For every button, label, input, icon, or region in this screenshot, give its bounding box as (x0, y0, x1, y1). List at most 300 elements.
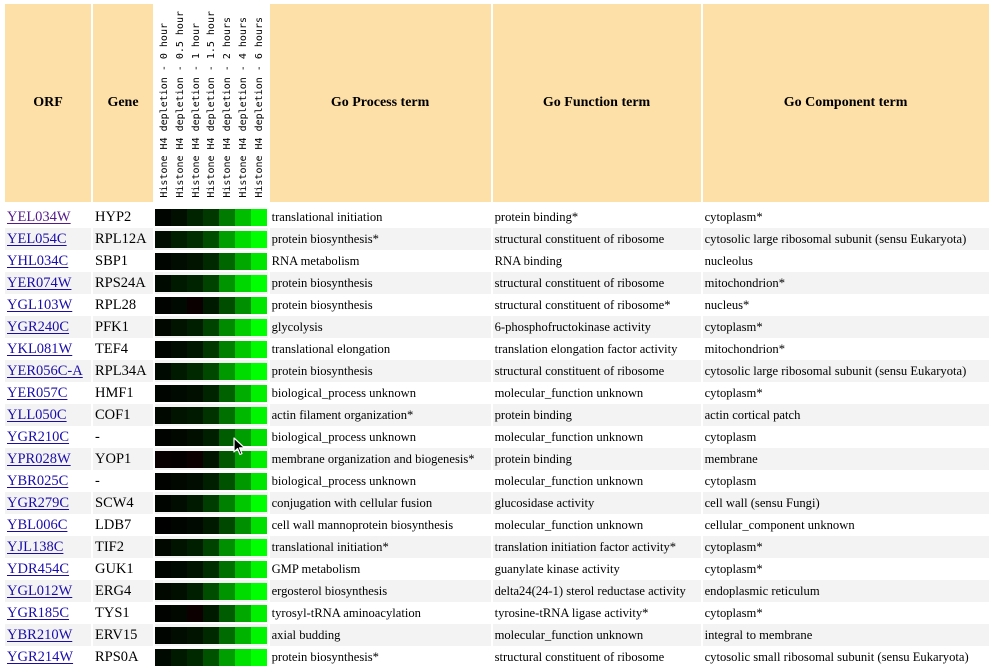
expression-heatmap-cell[interactable] (155, 338, 268, 360)
header-row (5, 4, 989, 206)
go-function-cell: molecular_function unknown (494, 473, 644, 488)
orf-cell (5, 426, 91, 448)
orf-link[interactable]: YPR028W (7, 450, 71, 467)
go-process-cell: biological_process unknown (271, 473, 417, 488)
expression-heatmap-cell[interactable] (155, 360, 268, 382)
heatmap-segment (155, 605, 171, 622)
gene-column-header[interactable]: Gene (93, 4, 153, 206)
heatmap-segment (187, 297, 203, 314)
go-component-cell: nucleolus (704, 253, 753, 268)
expression-heatmap-bar (155, 473, 267, 490)
go-process-cell: protein biosynthesis (271, 297, 373, 312)
orf-cell (5, 514, 91, 536)
orf-cell (5, 206, 91, 228)
orf-cell (5, 646, 91, 668)
go-function-cell: molecular_function unknown (493, 624, 701, 646)
heatmap-segment (251, 561, 267, 578)
heatmap-segment (171, 275, 187, 292)
heatmap-segment (187, 561, 203, 578)
heatmap-segment (219, 583, 235, 600)
heatmap-segment (203, 407, 219, 424)
heatmap-segment (251, 473, 267, 490)
heatmap-segment (203, 539, 219, 556)
heatmap-segment (187, 649, 203, 666)
expression-heatmap-bar (155, 561, 267, 578)
heatmap-segment (235, 473, 251, 490)
table-row (5, 272, 989, 294)
expression-heatmap-bar (155, 495, 267, 512)
orf-link[interactable]: YBL006C (7, 516, 68, 533)
orf-link[interactable]: YGR214W (7, 648, 74, 665)
expression-heatmap-cell[interactable] (155, 624, 268, 646)
expression-heatmap-cell[interactable] (155, 536, 268, 558)
table-row (5, 228, 989, 250)
go-component-cell: cytoplasm* (703, 316, 989, 338)
heatmap-segment (187, 407, 203, 424)
heatmap-segment (171, 627, 187, 644)
heatmap-segment (171, 385, 187, 402)
expression-heatmap-cell[interactable] (155, 646, 268, 668)
expression-heatmap-bar (155, 649, 267, 666)
go-function-cell: translation elongation factor activity (494, 341, 678, 356)
heatmap-segment (187, 517, 203, 534)
go-component-cell: cytosolic small ribosomal subunit (sensu Eukaryota) (704, 649, 969, 664)
heatmap-segment (251, 253, 267, 270)
heatmap-segment (187, 253, 203, 270)
expression-heatmap-cell[interactable] (155, 272, 268, 294)
condition-label-group (155, 6, 268, 202)
heatmap-segment (251, 407, 267, 424)
heatmap-segment (235, 517, 251, 534)
expression-heatmap-bar (155, 253, 267, 270)
orf-cell (5, 536, 91, 558)
heatmap-segment (171, 451, 187, 468)
heatmap-segment (235, 605, 251, 622)
expression-heatmap-bar (155, 517, 267, 534)
table-row (5, 492, 989, 514)
expression-heatmap-cell[interactable] (155, 250, 268, 272)
heatmap-segment (235, 627, 251, 644)
heatmap-segment (219, 341, 235, 358)
gene-cell: SBP1 (95, 252, 129, 269)
orf-link[interactable]: YGL103W (7, 296, 73, 313)
condition-label: Histone H4 depletion - 0.5 hour (174, 11, 186, 198)
gene-cell: RPL34A (93, 360, 153, 382)
heatmap-segment (203, 341, 219, 358)
orf-cell (5, 228, 91, 250)
heatmap-segment (235, 385, 251, 402)
condition-label: Histone H4 depletion - 1 hour (190, 23, 202, 198)
heatmap-segment (203, 363, 219, 380)
orf-link[interactable]: YJL138C (7, 538, 64, 555)
heatmap-segment (187, 319, 203, 336)
go-component-cell: cytoplasm* (704, 605, 763, 620)
heatmap-segment (235, 363, 251, 380)
heatmap-segment (203, 473, 219, 490)
gene-cell: TIF2 (93, 536, 153, 558)
heatmap-segment (171, 539, 187, 556)
go-process-cell: ergosterol biosynthesis (270, 580, 491, 602)
heatmap-segment (171, 363, 187, 380)
heatmap-segment (171, 209, 187, 226)
heatmap-segment (155, 583, 171, 600)
table-row (5, 250, 989, 272)
go-function-cell: RNA binding (494, 253, 563, 268)
expression-heatmap-bar (155, 429, 267, 446)
condition-label: Histone H4 depletion - 0 hour (159, 23, 170, 198)
go-function-cell: structural constituent of ribosome (493, 228, 701, 250)
heatmap-segment (251, 495, 267, 512)
go-component-cell: cytoplasm* (704, 209, 763, 224)
expression-heatmap-bar (155, 627, 267, 644)
heatmap-segment (251, 319, 267, 336)
heatmap-segment (155, 407, 171, 424)
heatmap-segment (219, 561, 235, 578)
heatmap-segment (219, 363, 235, 380)
go-component-cell: cytosolic large ribosomal subunit (sensu Eukaryota) (703, 360, 989, 382)
orf-link[interactable]: YEL054C (7, 230, 67, 247)
orf-link[interactable]: YGR210C (7, 428, 70, 445)
gene-cell: - (95, 472, 100, 489)
go-component-cell: integral to membrane (703, 624, 989, 646)
expression-heatmap-bar (155, 583, 267, 600)
go-process-cell: GMP metabolism (271, 561, 361, 576)
heatmap-segment (219, 231, 235, 248)
heatmap-segment (203, 605, 219, 622)
heatmap-segment (155, 561, 171, 578)
condition-label: Histone H4 depletion - 4 hours (237, 17, 249, 198)
expression-heatmap-cell[interactable] (155, 316, 268, 338)
gene-cell: SCW4 (93, 492, 153, 514)
orf-link[interactable]: YEL034W (7, 208, 71, 225)
heatmap-segment (203, 209, 219, 226)
go-process-cell: axial budding (270, 624, 491, 646)
gene-cell: PFK1 (93, 316, 153, 338)
condition-label: Histone H4 depletion - 6 hours (253, 17, 265, 198)
orf-cell (5, 580, 91, 602)
heatmap-segment (251, 275, 267, 292)
expression-heatmap-bar (155, 451, 267, 468)
heatmap-segment (235, 583, 251, 600)
heatmap-segment (203, 429, 219, 446)
heatmap-segment (171, 495, 187, 512)
heatmap-segment (171, 429, 187, 446)
heatmap-segment (171, 473, 187, 490)
go-component-cell: cytoplasm* (704, 561, 763, 576)
go-component-cell: cytoplasm* (703, 536, 989, 558)
orf-link[interactable]: YLL050C (7, 406, 67, 423)
table-row (5, 404, 989, 426)
heatmap-segment (219, 473, 235, 490)
heatmap-segment (171, 341, 187, 358)
expression-heatmap-cell[interactable] (155, 294, 268, 316)
go-function-cell: molecular_function unknown (494, 517, 644, 532)
expression-heatmap-bar (155, 275, 267, 292)
heatmap-segment (251, 231, 267, 248)
go-component-cell: endoplasmic reticulum (703, 580, 989, 602)
gene-cell: TEF4 (95, 340, 129, 357)
go-component-cell: mitochondrion* (703, 272, 989, 294)
go-component-column-header[interactable]: Go Component term (703, 4, 989, 206)
table-row (5, 580, 989, 602)
table-row (5, 206, 989, 228)
orf-link[interactable]: YHL034C (7, 252, 69, 269)
orf-link[interactable]: YBR025C (7, 472, 69, 489)
orf-cell (5, 294, 91, 316)
go-function-cell: delta24(24-1) sterol reductase activity (493, 580, 701, 602)
heatmap-segment (235, 253, 251, 270)
heatmap-segment (235, 275, 251, 292)
gene-cell: RPL28 (95, 296, 137, 313)
go-process-cell: protein biosynthesis* (271, 649, 379, 664)
heatmap-segment (171, 605, 187, 622)
expression-heatmap-cell[interactable] (155, 602, 268, 624)
heatmap-segment (251, 385, 267, 402)
heatmap-segment (251, 627, 267, 644)
go-component-cell: cytoplasm (704, 473, 757, 488)
gene-cell: HMF1 (95, 384, 134, 401)
heatmap-segment (251, 209, 267, 226)
gene-cell: - (95, 428, 100, 445)
heatmap-segment (251, 297, 267, 314)
orf-cell (5, 470, 91, 492)
go-process-cell: biological_process unknown (271, 429, 417, 444)
go-function-cell: structural constituent of ribosome (494, 649, 665, 664)
heatmap-segment (171, 407, 187, 424)
heatmap-segment (171, 649, 187, 666)
orf-link[interactable]: YKL081W (7, 340, 73, 357)
heatmap-segment (187, 385, 203, 402)
go-process-cell: protein biosynthesis (270, 272, 491, 294)
heatmap-segment (155, 319, 171, 336)
heatmap-segment (171, 231, 187, 248)
expression-heatmap-bar (155, 363, 267, 380)
expression-heatmap-bar (155, 407, 267, 424)
heatmap-segment (155, 429, 171, 446)
expression-heatmap-cell[interactable] (155, 470, 268, 492)
go-function-cell: protein binding (493, 404, 701, 426)
expression-heatmap-bar (155, 319, 267, 336)
orf-link[interactable]: YER056C-A (7, 362, 83, 379)
heatmap-segment (235, 209, 251, 226)
heatmap-segment (187, 451, 203, 468)
heatmap-segment (155, 451, 171, 468)
heatmap-segment (251, 363, 267, 380)
heatmap-segment (251, 605, 267, 622)
gene-cell: RPS24A (93, 272, 153, 294)
orf-cell (5, 382, 91, 404)
table-row (5, 338, 989, 360)
gene-cell: ERV15 (93, 624, 153, 646)
heatmap-segment (235, 407, 251, 424)
heatmap-segment (187, 605, 203, 622)
gene-cell: ERG4 (93, 580, 153, 602)
expression-heatmap-cell[interactable] (155, 448, 268, 470)
heatmap-segment (251, 429, 267, 446)
heatmap-segment (219, 627, 235, 644)
go-process-cell: glycolysis (270, 316, 491, 338)
heatmap-segment (219, 253, 235, 270)
orf-link[interactable]: YGR240C (7, 318, 70, 335)
orf-link[interactable]: YGR279C (7, 494, 70, 511)
heatmap-segment (203, 561, 219, 578)
heatmap-segment (155, 363, 171, 380)
expression-heatmap-bar (155, 341, 267, 358)
go-function-column-header[interactable]: Go Function term (493, 4, 701, 206)
heatmap-segment (187, 341, 203, 358)
gene-cell: LDB7 (95, 516, 132, 533)
heatmap-segment (235, 231, 251, 248)
condition-label: Histone H4 depletion - 2 hours (222, 17, 234, 198)
table-row (5, 316, 989, 338)
go-process-cell: translational initiation (271, 209, 383, 224)
orf-cell (5, 404, 91, 426)
heatmap-segment (187, 583, 203, 600)
go-function-cell: protein binding* (494, 209, 579, 224)
heatmap-segment (235, 451, 251, 468)
heatmap-segment (171, 517, 187, 534)
heatmap-segment (155, 275, 171, 292)
gene-cell: GUK1 (95, 560, 134, 577)
orf-link[interactable]: YBR210W (7, 626, 73, 643)
heatmap-segment (203, 583, 219, 600)
orf-cell (5, 338, 91, 360)
orf-link[interactable]: YGR185C (7, 604, 70, 621)
heatmap-segment (155, 539, 171, 556)
heatmap-segment (235, 539, 251, 556)
heatmap-segment (251, 649, 267, 666)
expression-heatmap-bar (155, 231, 267, 248)
expression-heatmap-cell[interactable] (155, 426, 268, 448)
heatmap-segment (219, 517, 235, 534)
expression-heatmap-cell[interactable] (155, 558, 268, 580)
heatmap-segment (203, 451, 219, 468)
orf-cell (5, 316, 91, 338)
heatmap-segment (219, 495, 235, 512)
heatmap-segment (187, 363, 203, 380)
heatmap-segment (155, 253, 171, 270)
orf-cell (5, 250, 91, 272)
heatmap-segment (235, 319, 251, 336)
go-component-cell: nucleus* (704, 297, 750, 312)
go-process-cell: tyrosyl-tRNA aminoacylation (271, 605, 421, 620)
go-function-cell: structural constituent of ribosome (493, 360, 701, 382)
go-function-cell: tyrosine-tRNA ligase activity* (494, 605, 649, 620)
expression-heatmap-cell[interactable] (155, 382, 268, 404)
heatmap-segment (155, 231, 171, 248)
orf-cell (5, 360, 91, 382)
go-process-cell: protein biosynthesis (270, 360, 491, 382)
table-row (5, 514, 989, 536)
heatmap-segment (187, 473, 203, 490)
go-component-cell: membrane (703, 448, 989, 470)
table-row (5, 382, 989, 404)
gene-cell: TYS1 (95, 604, 130, 621)
go-process-column-header[interactable]: Go Process term (270, 4, 491, 206)
heatmap-segment (155, 517, 171, 534)
orf-cell (5, 558, 91, 580)
go-function-cell: translation initiation factor activity* (493, 536, 701, 558)
heatmap-segment (235, 341, 251, 358)
heatmap-segment (219, 297, 235, 314)
heatmap-segment (251, 341, 267, 358)
heatmap-segment (203, 495, 219, 512)
go-function-cell: 6-phosphofructokinase activity (493, 316, 701, 338)
gene-cell: HYP2 (95, 208, 132, 225)
table-row (5, 646, 989, 668)
gene-cell: RPL12A (93, 228, 153, 250)
heatmap-segment (187, 209, 203, 226)
go-process-cell: translational initiation* (270, 536, 491, 558)
heatmap-segment (203, 253, 219, 270)
orf-column-header[interactable]: ORF (5, 4, 91, 206)
expression-heatmap-cell[interactable] (155, 404, 268, 426)
orf-link[interactable]: YGL012W (7, 582, 73, 599)
expression-heatmap-cell[interactable] (155, 228, 268, 250)
heatmap-segment (203, 231, 219, 248)
go-component-cell: cellular_component unknown (704, 517, 855, 532)
heatmap-segment (219, 451, 235, 468)
heatmap-segment (203, 649, 219, 666)
orf-cell (5, 492, 91, 514)
go-function-cell: structural constituent of ribosome (493, 272, 701, 294)
go-function-cell: molecular_function unknown (494, 385, 644, 400)
orf-link[interactable]: YDR454C (7, 560, 70, 577)
heatmap-segment (235, 649, 251, 666)
heatmap-segment (171, 583, 187, 600)
heatmap-segment (187, 231, 203, 248)
gene-cell: YOP1 (93, 448, 153, 470)
go-process-cell: conjugation with cellular fusion (270, 492, 491, 514)
heatmap-segment (203, 517, 219, 534)
expression-heatmap-bar (155, 209, 267, 226)
heatmap-segment (187, 627, 203, 644)
heatmap-segment (235, 297, 251, 314)
expression-heatmap-cell[interactable] (155, 514, 268, 536)
heatmap-segment (155, 495, 171, 512)
expression-heatmap-bar (155, 539, 267, 556)
go-process-cell: cell wall mannoprotein biosynthesis (271, 517, 454, 532)
heatmap-segment (251, 451, 267, 468)
condition-label: Histone H4 depletion - 1.5 hour (206, 11, 218, 198)
table-row (5, 448, 989, 470)
gene-cell: COF1 (93, 404, 153, 426)
go-function-cell: protein binding (493, 448, 701, 470)
heatmap-segment (187, 275, 203, 292)
table-row (5, 602, 989, 624)
heatmap-segment (155, 627, 171, 644)
go-component-cell: cytoplasm (704, 429, 757, 444)
go-process-cell: actin filament organization* (270, 404, 491, 426)
heatmap-segment (203, 275, 219, 292)
heatmap-segment (187, 539, 203, 556)
expression-heatmap-cell[interactable] (155, 580, 268, 602)
heatmap-segment (155, 385, 171, 402)
expression-heatmap-cell[interactable] (155, 206, 268, 228)
go-process-cell: protein biosynthesis* (270, 228, 491, 250)
table-row (5, 360, 989, 382)
table-row (5, 426, 989, 448)
orf-cell (5, 272, 91, 294)
heatmap-segment (155, 297, 171, 314)
orf-link[interactable]: YER074W (7, 274, 72, 291)
orf-link[interactable]: YER057C (7, 384, 68, 401)
heatmap-segment (251, 517, 267, 534)
expression-heatmap-cell[interactable] (155, 492, 268, 514)
go-process-cell: RNA metabolism (271, 253, 360, 268)
table-row (5, 294, 989, 316)
heatmap-segment (155, 209, 171, 226)
